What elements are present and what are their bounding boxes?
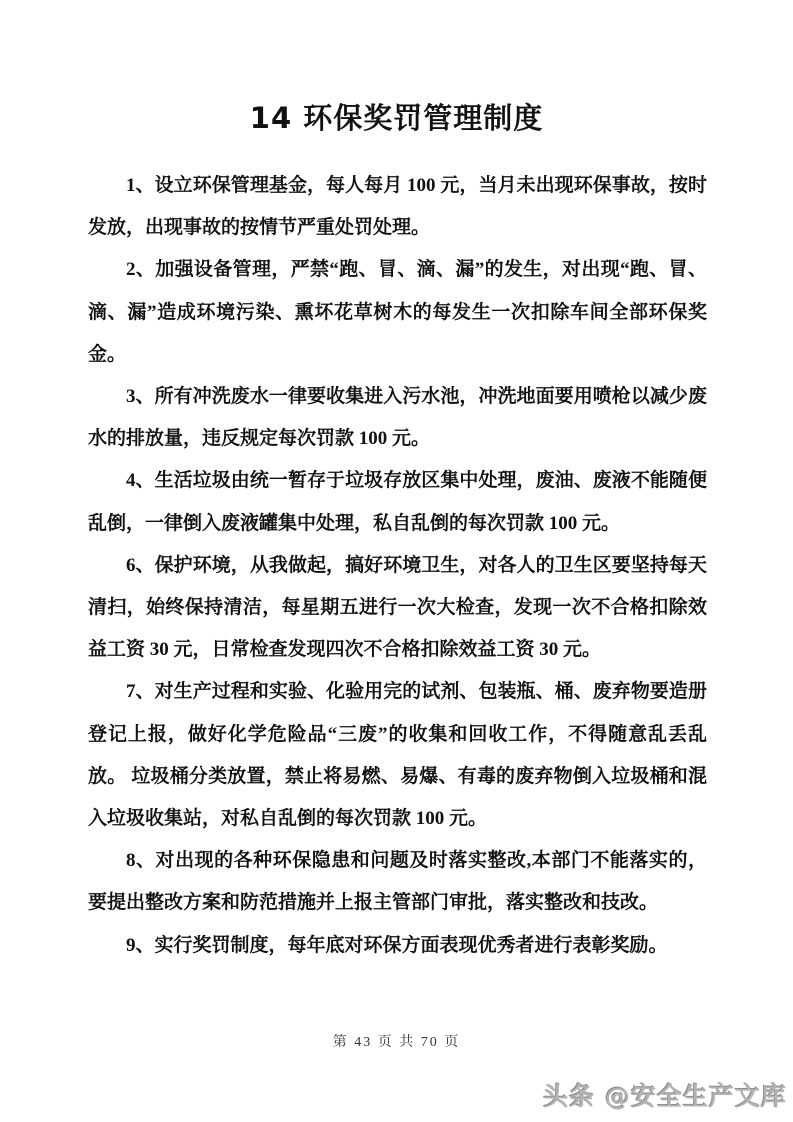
paragraph-item-6: 6、保护环境，从我做起，搞好环境卫生，对各人的卫生区要坚持每天清扫，始终保持清洁，每星期五进行一次大检查，发现一次不合格扣除效益工资 30 元，日常检查发现四次不合格扣除效益工资 30 元。: [88, 554, 707, 661]
paragraph-item-9: 9、实行奖罚制度，每年底对环保方面表现优秀者进行表彰奖励。: [126, 934, 668, 956]
paragraph-item-4: 4、生活垃圾由统一暂存于垃圾存放区集中处理，废油、废液不能随便乱倒，一律倒入废液罐集中处理，私自乱倒的每次罚款 100 元。: [88, 470, 707, 534]
paragraph-item-8: 8、对出现的各种环保隐患和问题及时落实整改,本部门不能落实的，要提出整改方案和防范措施并上报主管部门审批，落实整改和技改。: [88, 850, 707, 914]
paragraph-item-2: 2、加强设备管理，严禁“跑、冒、滴、漏”的发生，对出现“跑、冒、滴、漏”造成环境污染、熏坏花草树木的每发生一次扣除车间全部环保奖金。: [88, 259, 707, 365]
paragraph-item-7: 7、对生产过程和实验、化验用完的试剂、包装瓶、桶、废弃物要造册登记上报，做好化学危险品“三废”的收集和回收工作，不得随意乱丢乱放。 垃圾桶分类放置，禁止将易燃、易爆、有毒的废弃物倒入垃圾桶和混入垃圾收集站，对私自乱倒的每次罚款 100 元。: [88, 681, 707, 830]
page-number-indicator: 第 43 页 共 70 页: [332, 1035, 461, 1050]
paragraph-item-1: 1、设立环保管理基金，每人每月 100 元，当月未出现环保事故，按时发放，出现事故的按情节严重处罚处理。: [88, 175, 707, 239]
paragraph-item-3: 3、所有冲洗废水一律要收集进入污水池，冲洗地面要用喷枪以减少废水的排放量，违反规定每次罚款 100 元。: [88, 386, 707, 450]
watermark-text: 头条 @安全生产文库: [543, 1082, 787, 1111]
document-body: [0, 165, 793, 967]
document-title: 14 环保奖罚管理制度: [249, 101, 544, 135]
